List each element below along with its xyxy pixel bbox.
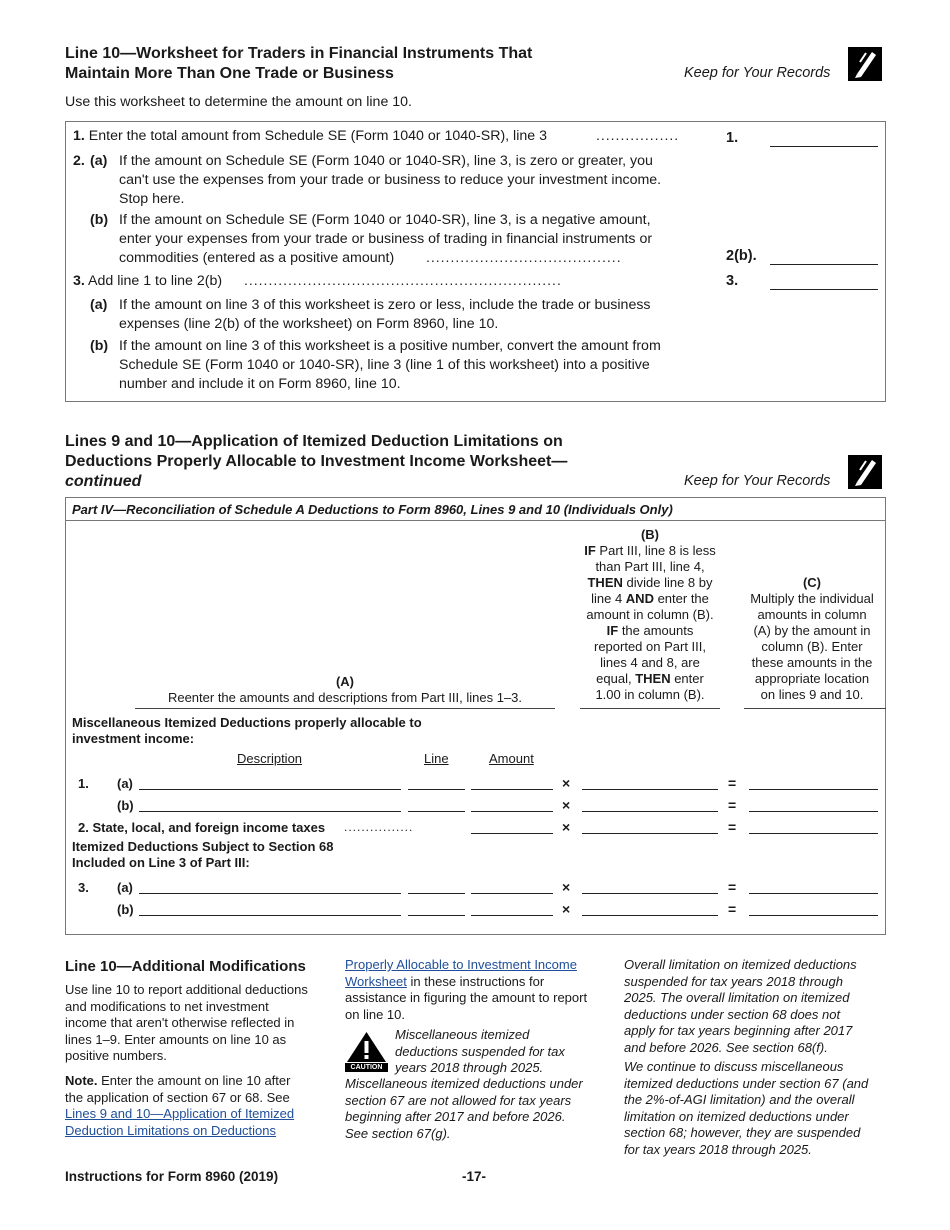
column-b-rule [580,708,720,709]
row1b-colb-field[interactable] [582,811,718,812]
row3a-line-field[interactable] [408,893,465,894]
row1a-line-field[interactable] [408,789,465,790]
row3b-description-field[interactable] [139,915,401,916]
column-c-heading: (C) Multiply the individual amounts in column (A) by the amount in column (B). Enter these amounts in the appropriate location on lines 9 and 10. [750,575,874,702]
row3b-colb-field[interactable] [582,915,718,916]
leader-dots: ................ [344,820,414,834]
description-subheading: Description [237,751,303,766]
keep-records-label: Keep for Your Records [684,473,831,489]
row2-amount-field[interactable] [471,833,553,834]
col2-paragraph: Properly Allocable to Investment Income Worksheet in these instructions for assistance in figuring the amount to report on line 10. [345,957,588,1022]
ws1-line1-entry[interactable] [770,146,878,147]
equals-sign: = [728,797,737,813]
row3a-description-field[interactable] [139,893,401,894]
ws1-line1-label: 1. [726,130,739,146]
leader-dots: ........................................ [426,249,622,265]
additional-modifications-heading: Line 10—Additional Modifications [65,958,306,975]
row3-number: 3. [78,880,89,895]
pen-icon [848,455,882,489]
row1a-description-field[interactable] [139,789,401,790]
equals-sign: = [728,901,737,917]
caution-text-top: Miscellaneous itemized deductions suspended for tax years 2018 through 2025. [395,1027,565,1075]
ws1-line2a-label: (a) [90,153,108,169]
multiply-sign: × [562,819,571,835]
multiply-sign: × [562,901,571,917]
ws1-line1: 1. Enter the total amount from Schedule SE (Form 1040 or 1040-SR), line 3 [73,128,547,144]
leader-dots: ................. [596,127,680,143]
ws1-line3b-label: (b) [90,338,109,354]
row3a-colb-field[interactable] [582,893,718,894]
row3b-line-field[interactable] [408,915,465,916]
keep-records-label: Keep for Your Records [684,65,831,81]
row1b-colc-field[interactable] [749,811,878,812]
row3b-label: (b) [117,902,134,917]
row1b-line-field[interactable] [408,811,465,812]
row2-colc-field[interactable] [749,833,878,834]
section68-heading: Itemized Deductions Subject to Section 68 Included on Line 3 of Part III: [72,839,334,870]
row1b-description-field[interactable] [139,811,401,812]
row1a-label: (a) [117,776,133,791]
column-a-rule [135,708,555,709]
caution-label: CAUTION [350,1064,383,1071]
ws1-line3b-text: If the amount on line 3 of this worksheet is a positive number, convert the amount from Schedule SE (Form 1040 or 1040-SR), line 3 (line 1 of this worksheet) into a positive number and include it on Form 8960, line 10. [119,338,661,392]
worksheet-link[interactable]: Properly Allocable to Investment Income [345,957,577,972]
column-a-heading: (A) Reenter the amounts and descriptions from Part III, lines 1–3. [167,674,523,705]
column-b-heading: (B) IF Part III, line 8 is less than Part III, line 4, THEN divide line 8 by line 4 AND enter the amount in column (B). IF the amounts reported on Part III, lines 4 and 8, are equal, THEN enter 1.00 in column (B). [584,527,716,702]
part-header-divider [65,520,886,521]
col3-paragraph2: We continue to discuss miscellaneous itemized deductions under section 67 (and the 2%-of-AGI limitation) and the overall limitation on itemized deductions under section 68; however, they are suspended for tax years 2018 through 2025. [624,1059,869,1157]
row3b-amount-field[interactable] [471,915,553,916]
part-iv-header: Part IV—Reconciliation of Schedule A Deductions to Form 8960, Lines 9 and 10 (Individuals Only) [72,502,673,517]
row2-label: 2. State, local, and foreign income taxes [78,820,326,835]
amount-subheading: Amount [489,751,534,766]
equals-sign: = [728,879,737,895]
line-subheading: Line [424,751,449,766]
row3a-colc-field[interactable] [749,893,878,894]
row1b-label: (b) [117,798,134,813]
equals-sign: = [728,819,737,835]
leader-dots: ................................................................. [244,272,562,288]
row3b-colc-field[interactable] [749,915,878,916]
ws1-line2b-label-right: 2(b). [726,248,757,264]
worksheet-link[interactable]: Worksheet [345,973,407,989]
worksheet-link[interactable]: Deduction Limitations on Deductions [65,1122,277,1138]
ws1-line3a-text: If the amount on line 3 of this worksheet is zero or less, include the trade or business expenses (line 2(b) of the worksheet) on Form 8960, line 10. [119,297,651,332]
caution-icon [345,1030,388,1072]
worksheet2-title: Lines 9 and 10—Application of Itemized Deduction Limitations on Deductions Properly Allocable to Investment Income Worksheet— continued [65,433,568,490]
row3a-label: (a) [117,880,133,895]
ws1-line2b-entry[interactable] [770,264,878,265]
footer-form-title: Instructions for Form 8960 (2019) [65,1169,279,1184]
multiply-sign: × [562,879,571,895]
ws1-line3-entry[interactable] [770,289,878,290]
row1-number: 1. [78,776,89,791]
ws1-line3: 3. Add line 1 to line 2(b) [73,273,223,289]
pen-icon [848,47,882,81]
equals-sign: = [728,775,737,791]
row1a-colb-field[interactable] [582,789,718,790]
row3a-amount-field[interactable] [471,893,553,894]
col1-note: Note. Enter the amount on line 10 after the application of section 67 or 68. See Lines 9 and 10—Application of Itemized Deduction Limitations on Deductions [65,1073,295,1138]
worksheet-link[interactable]: Lines 9 and 10—Application of Itemized [65,1106,295,1121]
ws1-line2b-label: (b) [90,212,109,228]
ws1-line3a-label: (a) [90,297,108,313]
row1b-amount-field[interactable] [471,811,553,812]
worksheet1-title: Line 10—Worksheet for Traders in Financial Instruments That Maintain More Than One Trade or Business [65,45,533,82]
multiply-sign: × [562,797,571,813]
row1a-amount-field[interactable] [471,789,553,790]
column-c-rule [744,708,886,709]
ws1-line3-label: 3. [726,273,739,289]
caution-text-bottom: Miscellaneous itemized deductions under section 67 are not allowed for tax years beginning after 2017 and before 2026. See section 67(g). [345,1076,583,1141]
worksheet1-intro: Use this worksheet to determine the amount on line 10. [65,94,412,110]
ws1-line2b-text: If the amount on Schedule SE (Form 1040 or 1040-SR), line 3, is a negative amount, enter your expenses from your trade or business of trading in financial instruments or commodities (entered as a positive amount) [119,212,653,266]
row2-colb-field[interactable] [582,833,718,834]
ws1-line2a-text: If the amount on Schedule SE (Form 1040 or 1040-SR), line 3, is zero or greater, you can't use the expenses from your trade or business to reduce your investment income. Stop here. [119,153,662,207]
row1a-colc-field[interactable] [749,789,878,790]
multiply-sign: × [562,775,571,791]
ws1-line2-num: 2. [73,153,85,169]
misc-deductions-heading: Miscellaneous Itemized Deductions properly allocable to investment income: [72,715,422,746]
col1-paragraph: Use line 10 to report additional deductions and modifications to net investment income that aren't otherwise reflected in lines 1–9. Enter amounts on line 10 as positive numbers. [65,982,308,1063]
page-number: -17- [462,1169,487,1184]
col3-paragraph1: Overall limitation on itemized deductions suspended for tax years 2018 through 2025. The overall limitation on itemized deductions under section 68 does not apply for tax years beginning after 2017 and before 2026. See section 68(f). [624,957,857,1055]
